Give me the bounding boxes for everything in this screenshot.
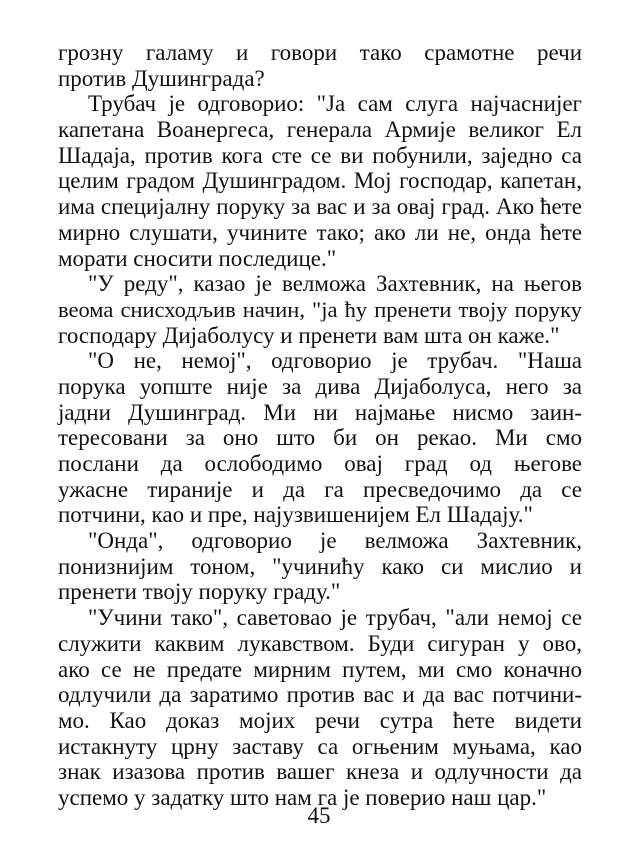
text-line: пренети твоју поруку граду." — [58, 579, 341, 605]
text-line: Трубач је одговорио: "Ја сам слуга најчаснијег — [88, 91, 582, 117]
text-line: понизнијим тоном, "учинићу како си мислио и — [58, 553, 582, 579]
text-line: господару Дијаболусу и пренети вам шта он каже." — [58, 322, 560, 348]
text-line: има специјалну поруку за вас и за овај град. Ако ћете — [58, 194, 582, 220]
text-line: тересовани за оно што би он рекао. Ми смо — [58, 425, 582, 451]
text-line: порука уопште није за дива Дијаболуса, него за — [58, 373, 582, 399]
text-line: истакнуту црну заставу са огњеним муњама, као — [58, 733, 582, 759]
text-line: послани да ослободимо овај град од његове — [58, 451, 582, 476]
page-number: 45 — [307, 803, 331, 828]
text-line: успемо у задатку што нам га је поверио наш цар." — [58, 784, 547, 810]
text-line: мо. Као доказ мојих речи сутра ћете видети — [58, 707, 582, 733]
text-line: веома снисходљив начин, "ја ћу пренети твоју поруку — [58, 296, 582, 322]
text-line: одлучили да заратимо против вас и да вас потчини- — [58, 682, 582, 708]
text-line: "Онда", одговорио је велможа Захтевник, — [88, 528, 582, 554]
body-text — [58, 40, 582, 811]
text-line: служити каквим лукавством. Буди сигуран у ово, — [58, 630, 582, 656]
text-line: ужасне тираније и да га пресведочимо да се — [58, 476, 582, 502]
text-line: Шадаја, против кога сте се ви побунили, заједно са — [58, 142, 582, 168]
text-line: "О не, немој", одговорио је трубач. "Наша — [88, 348, 582, 374]
text-line: потчини, као и пре, најузвишенијем Ел Шадају." — [58, 502, 533, 528]
text-line: знак изазова против вашег кнеза и одлучности да — [58, 759, 582, 785]
text-line: морати сносити последице." — [58, 245, 337, 271]
text-line: мирно слушати, учините тако; ако ли не, онда ћете — [58, 219, 582, 245]
text-line: целим градом Душинградом. Мој господар, капетан, — [58, 168, 582, 194]
text-line: јадни Душинград. Ми ни најмање нисмо заин- — [58, 399, 582, 425]
text-line: против Душинграда? — [58, 65, 265, 91]
text-line: капетана Воанергеса, генерала Армије великог Ел — [58, 117, 582, 143]
text-line: ако се не предате мирним путем, ми смо коначно — [58, 656, 582, 682]
text-line: "У реду", казао је велможа Захтевник, на његов — [88, 271, 582, 297]
text-line: "Учини тако", саветовао је трубач, "али немој се — [88, 605, 582, 631]
text-line: грозну галаму и говори тако срамотне речи — [58, 40, 582, 65]
